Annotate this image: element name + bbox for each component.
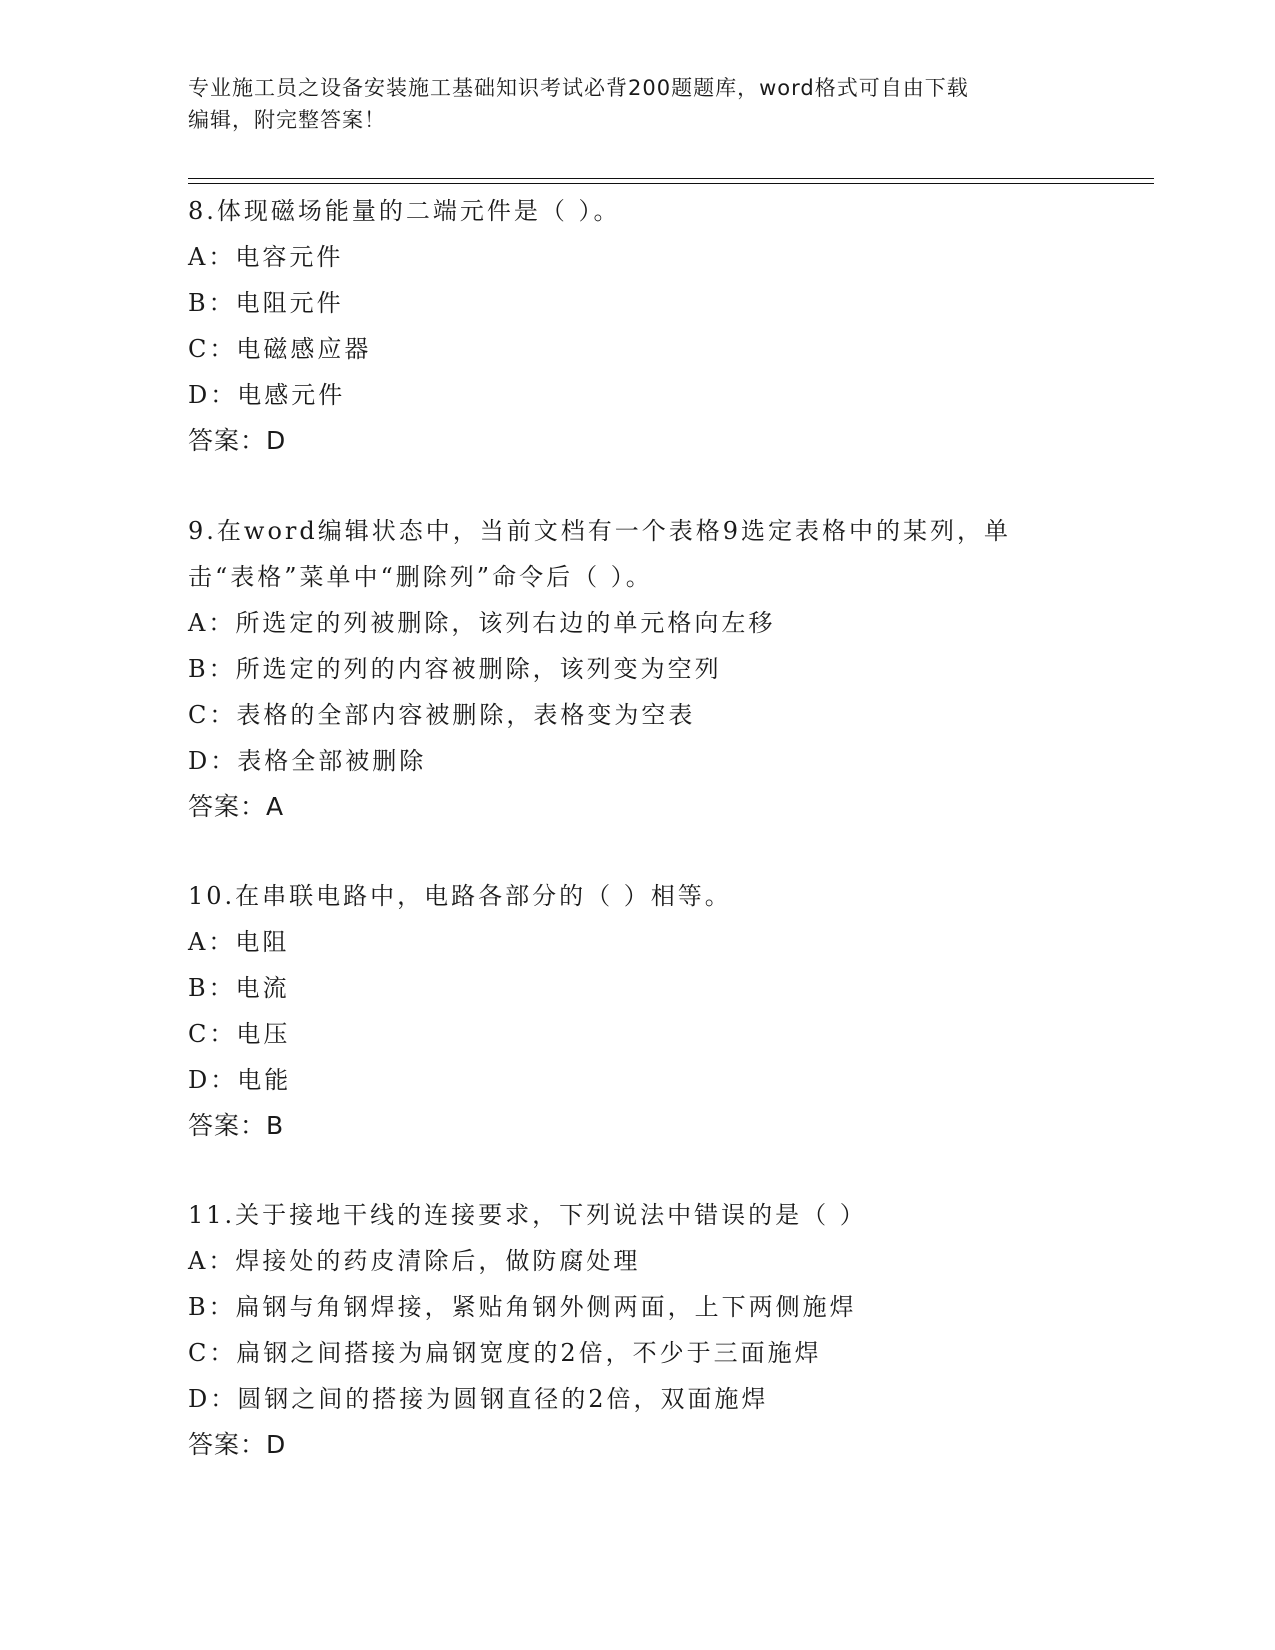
option-d: D：圆钢之间的搭接为圆钢直径的2倍，双面施焊 — [188, 1385, 769, 1413]
option-a: A：焊接处的药皮清除后，做防腐处理 — [188, 1247, 641, 1275]
option-c: C：扁钢之间搭接为扁钢宽度的2倍，不少于三面施焊 — [188, 1339, 822, 1367]
answer: 答案：B — [188, 1111, 285, 1140]
header-line-2: 编辑，附完整答案！ — [188, 108, 386, 132]
question-11 — [188, 1192, 1088, 1468]
option-a: A：电阻 — [188, 928, 290, 956]
option-b: B：电流 — [188, 974, 290, 1002]
option-a: A：电容元件 — [188, 243, 344, 271]
option-d: D：表格全部被删除 — [188, 747, 427, 775]
question-stem: 9.在word编辑状态中，当前文档有一个表格9选定表格中的某列，单 — [188, 517, 1011, 545]
header-divider-top — [188, 178, 1154, 179]
question-8 — [188, 188, 1088, 464]
question-stem: 10.在串联电路中，电路各部分的（ ）相等。 — [188, 882, 732, 910]
option-c: C：电压 — [188, 1020, 291, 1048]
header-divider-bottom — [188, 183, 1154, 184]
answer: 答案：D — [188, 426, 287, 455]
option-c: C：电磁感应器 — [188, 335, 372, 363]
option-b: B：电阻元件 — [188, 289, 344, 317]
question-10 — [188, 873, 1088, 1149]
answer: 答案：D — [188, 1430, 287, 1459]
option-c: C：表格的全部内容被删除，表格变为空表 — [188, 701, 696, 729]
header-line-1: 专业施工员之设备安装施工基础知识考试必背200题题库，word格式可自由下载 — [188, 76, 969, 100]
question-stem: 8.体现磁场能量的二端元件是（ ）。 — [188, 197, 621, 225]
question-9 — [188, 508, 1088, 830]
document-header — [188, 72, 1088, 136]
answer: 答案：A — [188, 792, 285, 821]
option-b: B：所选定的列的内容被删除，该列变为空列 — [188, 655, 722, 683]
option-b: B：扁钢与角钢焊接，紧贴角钢外侧两面，上下两侧施焊 — [188, 1293, 857, 1321]
option-d: D：电能 — [188, 1066, 292, 1094]
question-stem-continued: 击“表格”菜单中“删除列”命令后（ ）。 — [188, 563, 653, 591]
option-a: A：所选定的列被删除，该列右边的单元格向左移 — [188, 609, 776, 637]
question-stem: 11.关于接地干线的连接要求，下列说法中错误的是（ ） — [188, 1201, 867, 1229]
option-d: D：电感元件 — [188, 381, 346, 409]
